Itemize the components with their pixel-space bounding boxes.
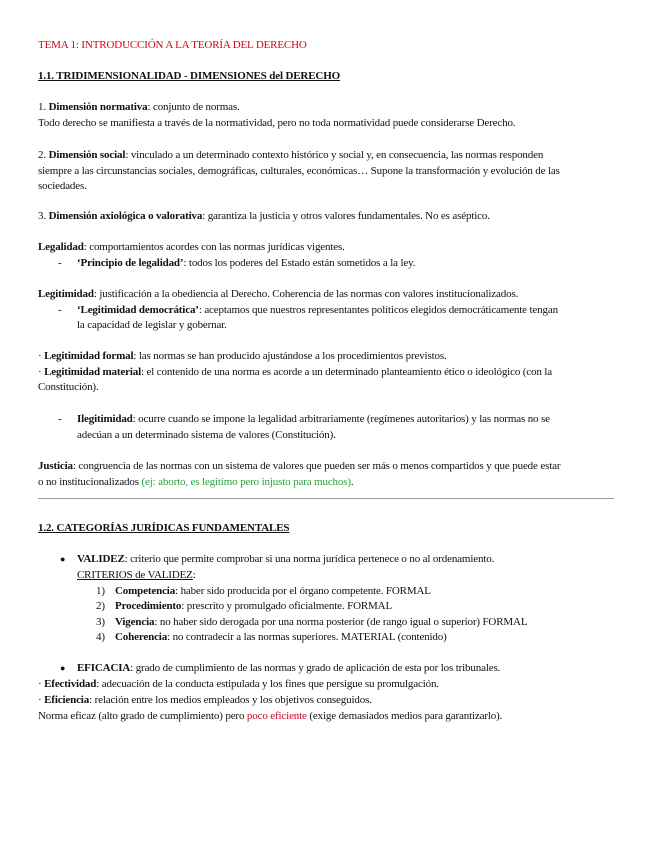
term: Legitimidad material xyxy=(44,366,142,378)
eficiencia xyxy=(38,693,372,707)
item-number: 4) xyxy=(96,631,105,643)
dot-marker: · xyxy=(38,350,42,362)
paragraph-line: Todo derecho se manifiesta a través de la normatividad, pero no toda normatividad puede considerarse Derecho. xyxy=(38,117,516,129)
term: Dimensión normativa xyxy=(48,101,148,113)
colon: : xyxy=(192,569,196,581)
paragraph-line: adecúan a un determinado sistema de valores (Constitución). xyxy=(77,429,336,441)
definition: : no haber sido derogada por una norma posterior (de rango igual o superior) FORMAL xyxy=(154,616,528,628)
period: . xyxy=(350,476,354,488)
criterios-label xyxy=(77,568,196,582)
paragraph-line: siempre a las circunstancias sociales, demográficas, culturales, económicas… Supone la transformación y evolución de las xyxy=(38,165,560,177)
justicia-line2 xyxy=(38,475,353,489)
legitimidad-formal xyxy=(38,349,447,363)
criterio-text xyxy=(115,630,447,644)
term: Competencia xyxy=(115,585,176,597)
dash-marker: - xyxy=(58,257,62,269)
section-heading-1-text: 1.1. TRIDIMENSIONALIDAD - DIMENSIONES del DERECHO xyxy=(38,70,341,82)
legitimidad xyxy=(38,287,518,301)
term: VALIDEZ xyxy=(77,553,125,565)
horizontal-divider xyxy=(38,498,614,499)
legitimidad-democratica-text xyxy=(77,303,558,317)
item-number: 3. xyxy=(38,210,46,222)
eficacia-text xyxy=(77,661,500,675)
term: Legalidad xyxy=(38,241,84,253)
final-note-a: Norma eficaz (alto grado de cumplimiento) pero xyxy=(38,710,247,722)
criterio-text xyxy=(115,584,431,598)
paragraph-line: sociedades. xyxy=(38,180,87,192)
final-note-b: (exige demasiados medios para garantizarlo). xyxy=(306,710,503,722)
definition: : aceptamos que nuestros representantes políticos elegidos democráticamente tengan xyxy=(198,304,558,316)
term: ‘Legitimidad democrática’ xyxy=(77,304,199,316)
term: Legitimidad xyxy=(38,288,94,300)
definition: : haber sido producida por el órgano competente. FORMAL xyxy=(175,585,431,597)
definition: : adecuación de la conducta estipulada y los fines que persigue su promulgación. xyxy=(96,678,439,690)
document-title: TEMA 1: INTRODUCCIÓN A LA TEORÍA DEL DERECHO xyxy=(38,39,307,51)
dot-marker: · xyxy=(38,678,42,690)
term: Procedimiento xyxy=(115,600,182,612)
section-heading-1 xyxy=(38,69,340,83)
term: Coherencia xyxy=(115,631,168,643)
term: Vigencia xyxy=(115,616,155,628)
highlight-poco-eficiente: poco eficiente xyxy=(246,710,307,722)
bullet-icon: ● xyxy=(60,554,66,564)
definition: : vinculado a un determinado contexto histórico y social y, en consecuencia, las normas responden xyxy=(125,149,544,161)
validez-text xyxy=(77,552,494,566)
paragraph-line: la capacidad de legislar y gobernar. xyxy=(77,319,227,331)
definition: : garantiza la justicia y otros valores fundamentales. No es aséptico. xyxy=(202,210,490,222)
term: Ilegitimidad xyxy=(77,413,133,425)
dot-marker: · xyxy=(38,366,42,378)
term: Efectividad xyxy=(44,678,97,690)
definition: : justificación a la obediencia al Derecho. Coherencia de las normas con valores institucionalizados. xyxy=(93,288,519,300)
term: Eficiencia xyxy=(44,694,90,706)
item-number: 3) xyxy=(96,616,105,628)
definition: : relación entre los medios empleados y los objetivos conseguidos. xyxy=(89,694,372,706)
paragraph-text: o no institucionalizados xyxy=(38,476,142,488)
definition: : el contenido de una norma es acorde a un determinado planteamiento ético o ideológico (con la xyxy=(141,366,552,378)
example-note: (ej: aborto, es legítimo pero injusto para muchos) xyxy=(141,476,351,488)
item-number: 2. xyxy=(38,149,46,161)
section-heading-2-text: 1.2. CATEGORÍAS JURÍDICAS FUNDAMENTALES xyxy=(38,522,290,534)
dimension-axiologica xyxy=(38,209,490,223)
bullet-icon: ● xyxy=(60,663,66,673)
definition: : congruencia de las normas con un sistema de valores que pueden ser más o menos compartidos y que puede estar xyxy=(72,460,561,472)
criterio-text xyxy=(115,615,527,629)
legalidad xyxy=(38,240,345,254)
dimension-social xyxy=(38,148,543,162)
definition: : conjunto de normas. xyxy=(147,101,240,113)
legitimidad-material xyxy=(38,365,552,379)
definition: : las normas se han producido ajustándose a los procedimientos previstos. xyxy=(133,350,447,362)
definition: : comportamientos acordes con las normas jurídicas vigentes. xyxy=(83,241,345,253)
paragraph-line: Constitución). xyxy=(38,381,99,393)
criterio-text xyxy=(115,599,392,613)
justicia xyxy=(38,459,560,473)
criterios-label-text: CRITERIOS de VALIDEZ xyxy=(77,569,193,581)
term: Justicia xyxy=(38,460,73,472)
term: EFICACIA xyxy=(77,662,131,674)
term: ‘Principio de legalidad’ xyxy=(77,257,184,269)
ilegitimidad-text xyxy=(77,412,550,426)
dot-marker: · xyxy=(38,694,42,706)
dash-marker: - xyxy=(58,413,62,425)
section-heading-2 xyxy=(38,521,289,535)
definition: : prescrito y promulgado oficialmente. FORMAL xyxy=(181,600,393,612)
definition: : criterio que permite comprobar si una norma jurídica pertenece o no al ordenamiento. xyxy=(124,553,495,565)
dimension-normativa xyxy=(38,100,240,114)
definition: : ocurre cuando se impone la legalidad arbitrariamente (regímenes autoritarios) y las normas no se xyxy=(132,413,550,425)
term: Dimensión axiológica o valorativa xyxy=(48,210,203,222)
principio-legalidad-text xyxy=(77,256,415,270)
definition: : grado de cumplimiento de las normas y grado de aplicación de esta por los tribunales. xyxy=(130,662,501,674)
term: Dimensión social xyxy=(48,149,126,161)
efectividad xyxy=(38,677,439,691)
item-number: 2) xyxy=(96,600,105,612)
item-number: 1) xyxy=(96,585,105,597)
item-number: 1. xyxy=(38,101,46,113)
term: Legitimidad formal xyxy=(44,350,134,362)
definition: : no contradecir a las normas superiores. MATERIAL (contenido) xyxy=(167,631,447,643)
definition: : todos los poderes del Estado están sometidos a la ley. xyxy=(183,257,416,269)
dash-marker: - xyxy=(58,304,62,316)
final-note xyxy=(38,709,502,723)
